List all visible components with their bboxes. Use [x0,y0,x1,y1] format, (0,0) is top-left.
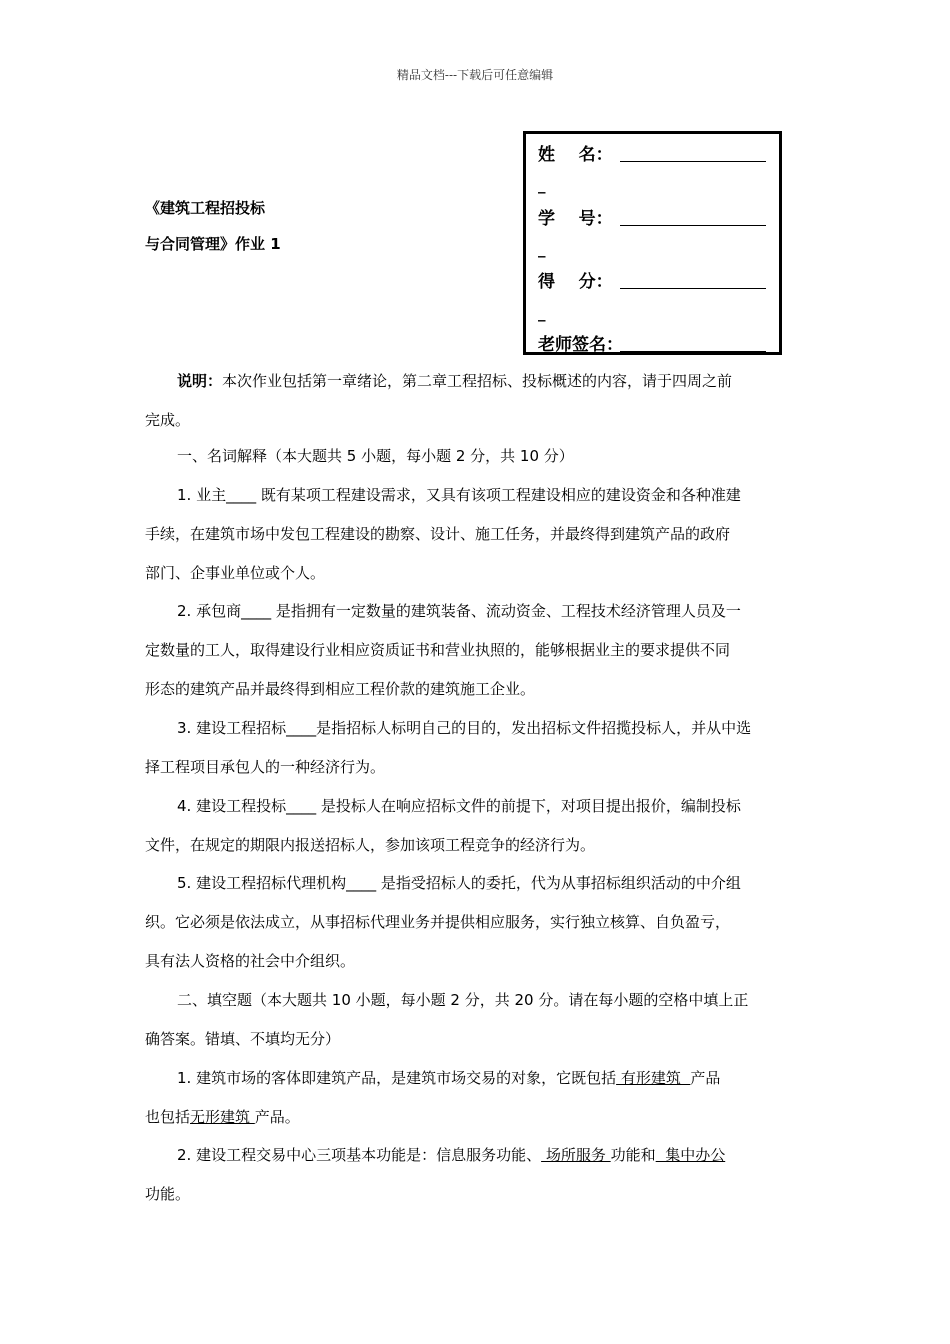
section1-heading-text: 一、名词解释（本大题共 5 小题，每小题 2 分，共 10 分） [177,447,574,465]
teacher-blank[interactable] [620,333,766,352]
term-2-line2: 定数量的工人，取得建设行业相应资质证书和营业执照的，能够根据业主的要求提供不同 [145,641,731,659]
term-4 [145,787,805,865]
term-4-line1: 4. 建设工程投标____ 是投标人在响应招标文件的前提下，对项目提出报价，编制投标 [177,797,741,815]
name-row [538,140,766,165]
q1-prefix: 1. 建筑市场的客体即建筑产品，是建筑市场交易的对象，它既包括 [177,1069,617,1087]
term-3 [145,709,805,787]
name-label: 姓 名： [538,145,613,165]
q2-line2: 功能。 [145,1185,191,1203]
q2-mid: 功能和 [610,1146,656,1164]
name-blank[interactable] [620,143,766,162]
document-title-line1: 《建筑工程招投标 [145,199,266,217]
term-4-line2: 文件，在规定的期限内报送招标人，参加该项工程竞争的经济行为。 [145,836,596,854]
term-5-line2: 织。它必须是依法成立，从事招标代理业务并提供相应服务，实行独立核算、自负盈亏， [145,913,731,931]
id-label: 学 号： [538,209,613,229]
document-title-line2: 与合同管理》作业 1 [145,235,281,253]
teacher-row [538,330,766,355]
id-row [538,204,766,229]
name-dash: _ [538,176,546,194]
term-1 [145,476,805,593]
term-5-line1: 5. 建设工程招标代理机构____ 是指受招标人的委托，代为从事招标组织活动的中介组 [177,874,741,892]
intro-line1: 本次作业包括第一章绪论，第二章工程招标、投标概述的内容，请于四周之前 [222,372,733,390]
term-1-line1: 1. 业主____ 既有某项工程建设需求，又具有该项工程建设相应的建设资金和各种准建 [177,486,741,504]
q1-mid: 产品 [690,1069,721,1087]
teacher-label: 老师签名： [538,335,623,355]
term-1-line2: 手续，在建筑市场中发包工程建设的勘察、设计、施工任务，并最终得到建筑产品的政府 [145,525,731,543]
student-info-box [523,131,782,355]
id-blank[interactable] [620,207,766,226]
term-1-line3: 部门、企事业单位或个人。 [145,564,326,582]
section1-heading [145,437,805,476]
term-2 [145,592,805,709]
q2-prefix: 2. 建设工程交易中心三项基本功能是：信息服务功能、 [177,1146,542,1164]
q2-answer-1: 场所服务 [541,1146,611,1164]
term-3-line1: 3. 建设工程招标____是指招标人标明自己的目的，发出招标文件招揽投标人，并从中选 [177,719,752,737]
section2-heading-line2: 确答案。错填、不填均无分） [145,1030,341,1048]
q1-answer-2: 无形建筑 [190,1108,255,1126]
q1-answer-1: 有形建筑 [616,1069,691,1087]
q2-answer-2: 集中办公 [655,1146,726,1164]
term-5 [145,864,805,981]
id-dash: _ [538,240,546,258]
score-blank[interactable] [620,270,766,289]
section2-heading-line1: 二、填空题（本大题共 10 小题，每小题 2 分，共 20 分。请在每小题的空格中填上正 [177,991,749,1009]
term-5-line3: 具有法人资格的社会中介组织。 [145,952,356,970]
fill-question-1 [145,1059,805,1137]
intro-bold-label: 说明： [177,372,223,390]
q1-suffix: 产品。 [254,1108,300,1126]
intro-line2: 完成。 [145,411,191,429]
term-2-line1: 2. 承包商____ 是指拥有一定数量的建筑装备、流动资金、工程技术经济管理人员及一 [177,602,741,620]
q1-line2-prefix: 也包括 [145,1108,191,1126]
header-note: 精品文档---下载后可任意编辑 [396,68,554,82]
section2-heading [145,981,805,1059]
score-row [538,267,766,292]
intro-paragraph [145,362,805,440]
term-3-line2: 择工程项目承包人的一种经济行为。 [145,758,386,776]
score-label: 得 分： [538,272,613,292]
term-2-line3: 形态的建筑产品并最终得到相应工程价款的建筑施工企业。 [145,680,536,698]
score-dash: _ [538,304,546,322]
fill-question-2 [145,1136,805,1214]
